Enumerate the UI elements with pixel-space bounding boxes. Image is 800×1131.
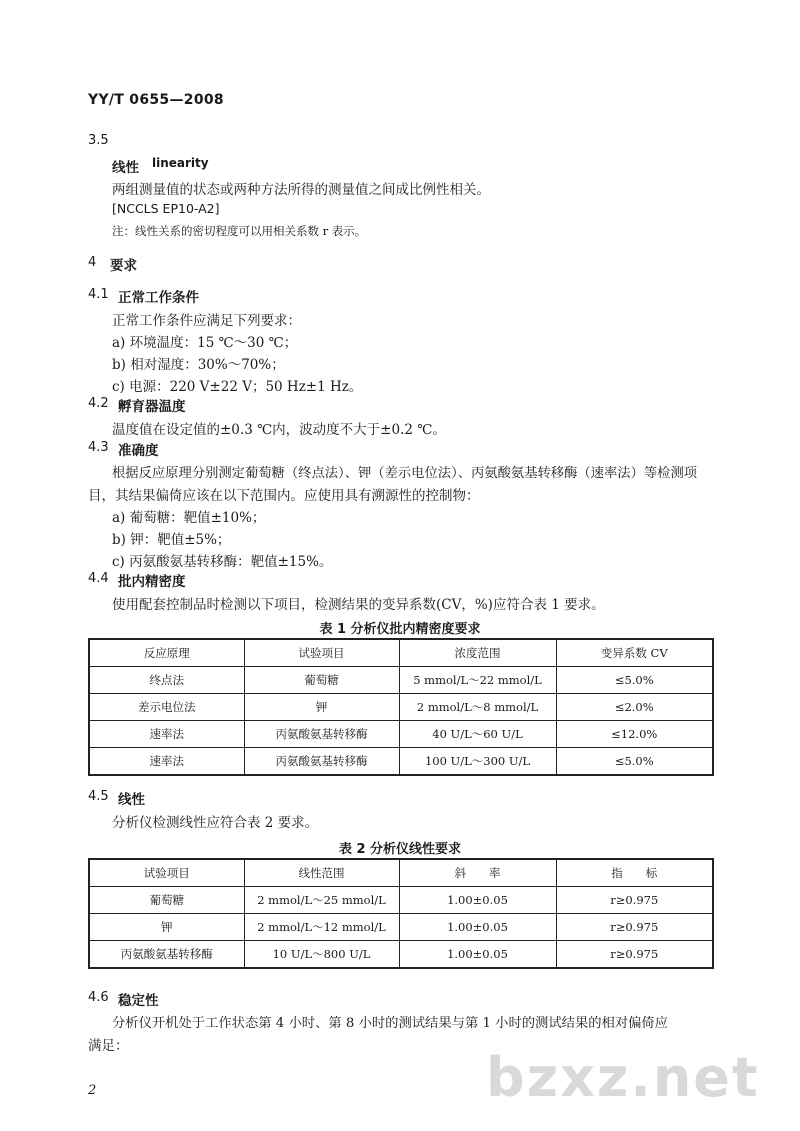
column-header: 变异系数 CV — [556, 639, 713, 667]
column-header: 指 标 — [556, 859, 713, 887]
section-4-3-text-line2: 目，其结果偏倚应该在以下范围内。应使用具有溯源性的控制物： — [88, 488, 480, 504]
table-row — [89, 667, 713, 694]
table-cell: 5 mmol/L～22 mmol/L — [399, 667, 556, 694]
table-cell: r≥0.975 — [556, 941, 713, 969]
table-cell: ≤2.0% — [556, 694, 713, 721]
section-4-2-text: 温度值在设定值的±0.3 ℃内，波动度不大于±0.2 ℃。 — [112, 422, 446, 438]
column-header: 浓度范围 — [399, 639, 556, 667]
section-4-1-title: 正常工作条件 — [118, 290, 199, 306]
section-4-6-text-line2: 满足： — [88, 1038, 129, 1054]
table-header-row — [89, 859, 713, 887]
table-cell: ≤5.0% — [556, 667, 713, 694]
table-1-caption: 表 1 分析仪批内精密度要求 — [319, 622, 481, 637]
table-cell: r≥0.975 — [556, 887, 713, 914]
section-4-title: 要求 — [110, 258, 137, 274]
table-cell: 1.00±0.05 — [399, 887, 556, 914]
list-item: c) 电源：220 V±22 V；50 Hz±1 Hz。 — [112, 379, 363, 395]
list-item: b) 钾：靶值±5%； — [112, 532, 231, 548]
term-linearity-en: linearity — [152, 156, 209, 170]
section-4-6-title: 稳定性 — [118, 993, 159, 1009]
column-header: 试验项目 — [89, 859, 244, 887]
section-4-1-intro: 正常工作条件应满足下列要求： — [112, 313, 301, 329]
table-cell: r≥0.975 — [556, 914, 713, 941]
section-4-1-number: 4.1 — [88, 287, 109, 302]
section-4-4-text: 使用配套控制品时检测以下项目，检测结果的变异系数(CV，%)应符合表 1 要求。 — [112, 597, 605, 613]
table-row — [89, 721, 713, 748]
linearity-note: 注：线性关系的密切程度可以用相关系数 r 表示。 — [112, 224, 367, 238]
table-cell: 10 U/L～800 U/L — [244, 941, 399, 969]
table-cell: 速率法 — [89, 721, 244, 748]
section-4-5-number: 4.5 — [88, 789, 109, 804]
section-3-5-number: 3.5 — [88, 133, 109, 148]
table-cell: 差示电位法 — [89, 694, 244, 721]
table-cell: 终点法 — [89, 667, 244, 694]
table-cell: 2 mmol/L～8 mmol/L — [399, 694, 556, 721]
column-header: 斜 率 — [399, 859, 556, 887]
section-4-6-text-line1: 分析仪开机处于工作状态第 4 小时、第 8 小时的测试结果与第 1 小时的测试结果的相对偏倚应 — [112, 1016, 669, 1031]
column-header: 试验项目 — [244, 639, 399, 667]
table-cell: 1.00±0.05 — [399, 914, 556, 941]
list-item: b) 相对湿度：30%～70%； — [112, 357, 285, 373]
table-cell: 钾 — [244, 694, 399, 721]
column-header: 线性范围 — [244, 859, 399, 887]
precision-table — [88, 638, 714, 776]
section-4-2-title: 孵育器温度 — [118, 399, 186, 415]
table-header-row — [89, 639, 713, 667]
page-number: 2 — [88, 1083, 97, 1098]
section-4-2-number: 4.2 — [88, 396, 109, 411]
section-4-3-title: 准确度 — [118, 443, 159, 459]
table-cell: ≤5.0% — [556, 748, 713, 776]
table-cell: 40 U/L～60 U/L — [399, 721, 556, 748]
definition-source: [NCCLS EP10-A2] — [112, 201, 220, 216]
column-header: 反应原理 — [89, 639, 244, 667]
table-cell: 钾 — [89, 914, 244, 941]
table-cell: 丙氨酸氨基转移酶 — [244, 748, 399, 776]
table-cell: 2 mmol/L～12 mmol/L — [244, 914, 399, 941]
table-2-caption: 表 2 分析仪线性要求 — [338, 842, 462, 857]
table-row — [89, 694, 713, 721]
section-4-4-number: 4.4 — [88, 571, 109, 586]
linearity-definition: 两组测量值的状态或两种方法所得的测量值之间成比例性相关。 — [112, 182, 490, 198]
standard-code: YY/T 0655—2008 — [88, 92, 224, 108]
table-cell: 葡萄糖 — [244, 667, 399, 694]
section-4-number: 4 — [88, 255, 97, 270]
table-cell: 1.00±0.05 — [399, 941, 556, 969]
table-cell: 丙氨酸氨基转移酶 — [89, 941, 244, 969]
list-item: a) 环境温度：15 ℃～30 ℃； — [112, 335, 298, 351]
table-row — [89, 748, 713, 776]
linearity-table — [88, 858, 714, 969]
list-item: a) 葡萄糖：靶值±10%； — [112, 510, 266, 526]
table-cell: 100 U/L～300 U/L — [399, 748, 556, 776]
table-cell: 速率法 — [89, 748, 244, 776]
watermark: bzxz.net — [486, 1046, 760, 1109]
term-linearity-cn: 线性 — [112, 160, 139, 176]
section-4-5-text: 分析仪检测线性应符合表 2 要求。 — [112, 815, 319, 831]
section-4-4-title: 批内精密度 — [118, 574, 186, 590]
table-cell: 2 mmol/L～25 mmol/L — [244, 887, 399, 914]
section-4-3-text-line1: 根据反应原理分别测定葡萄糖（终点法）、钾（差示电位法）、丙氨酸氨基转移酶（速率法）等检测项 — [112, 466, 698, 481]
section-4-6-number: 4.6 — [88, 990, 109, 1005]
section-4-3-number: 4.3 — [88, 440, 109, 455]
table-row — [89, 914, 713, 941]
table-row — [89, 941, 713, 969]
table-cell: 丙氨酸氨基转移酶 — [244, 721, 399, 748]
list-item: c) 丙氨酸氨基转移酶：靶值±15%。 — [112, 554, 333, 570]
table-cell: ≤12.0% — [556, 721, 713, 748]
table-row — [89, 887, 713, 914]
table-cell: 葡萄糖 — [89, 887, 244, 914]
section-4-5-title: 线性 — [118, 792, 145, 808]
